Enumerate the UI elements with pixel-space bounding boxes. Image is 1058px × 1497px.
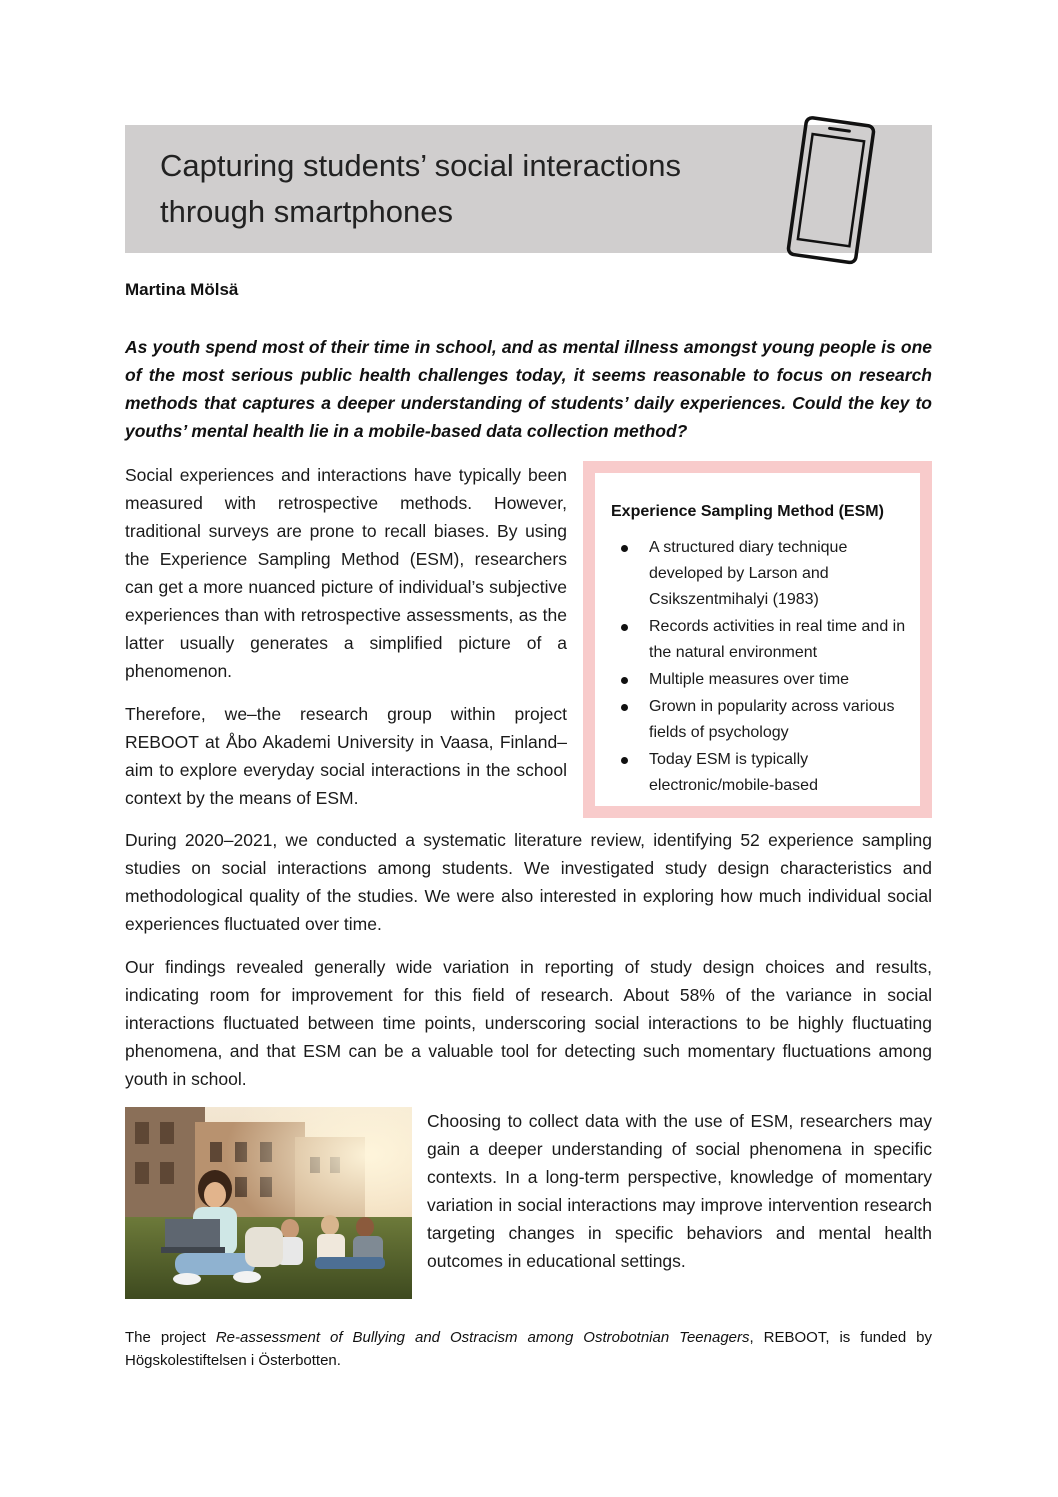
project-name: Re-assessment of Bullying and Ostracism among Ostrobotnian Teenagers [215,1329,750,1346]
list-item: Grown in popularity across various fields of psychology [611,694,917,746]
author-name: Martina Mölsä [125,280,239,299]
body-paragraph-5: Choosing to collect data with the use of ESM, researchers may gain a deeper understanding of social phenomena in specific contexts. In a long-term perspective, knowledge of momentary variation in social interactions may improve intervention research targeting changes in specific behaviors and mental health outcomes in educational settings. [427,1111,932,1271]
list-item: Today ESM is typically electronic/mobile-based [611,747,917,799]
body-paragraph-3: During 2020–2021, we conducted a systematic literature review, identifying 52 experience sampling studies on social interactions among students. We investigated study design characteristics and methodological quality of the studies. We were also interested in exploring how much individual social experiences fluctuated over time. [125,830,932,934]
body-paragraph-2: Therefore, we–the research group within project REBOOT at Åbo Akademi University in Vaasa, Finland–aim to explore everyday social interactions in the school context by the means of ESM. [125,704,567,808]
funding-footnote: The project Re-assessment of Bullying and Ostracism among Ostrobotnian Teenagers, REBOOT, is funded by Högskolestiftelsen i Österbotten. [125,1329,932,1369]
bullet-icon [621,624,628,631]
esm-info-box [583,461,932,818]
list-item: Multiple measures over time [611,667,917,693]
title-banner [125,125,932,253]
bullet-icon [621,677,628,684]
list-item: Records activities in real time and in the natural environment [611,614,917,666]
body-paragraph-4: Our findings revealed generally wide variation in reporting of study design choices and results, indicating room for improvement for this field of research. About 58% of the variance in social interactions fluctuated between time points, underscoring social interactions to be highly fluctuating phenomena, and that ESM can be a valuable tool for detecting such momentary fluctuations among youth in school. [125,957,932,1089]
body-paragraph-1: Social experiences and interactions have typically been measured with retrospective methods. However, traditional surveys are prone to recall biases. By using the Experience Sampling Method (ESM), researchers can get a more nuanced picture of individual’s subjective experiences than with retrospective assessments, as the latter usually generates a simplified picture of a phenomenon. [125,465,567,681]
lead-paragraph: As youth spend most of their time in school, and as mental illness amongst young people is one of the most serious public health challenges today, it seems reasonable to focus on research methods that captures a deeper understanding of students’ daily experiences. Could the key to youths’ mental health lie in a mobile-based data collection method? [125,337,932,441]
list-item: A structured diary technique developed by Larson and Csikszentmihalyi (1983) [611,535,917,613]
esm-box-title: Experience Sampling Method (ESM) [611,503,884,520]
bullet-icon [621,704,628,711]
esm-bullet-list [611,535,917,800]
title-line-2: through smartphones [160,194,453,229]
smartphone-icon [775,113,885,268]
page-title [160,143,760,235]
bullet-icon [621,757,628,764]
bullet-icon [621,545,628,552]
title-line-1: Capturing students’ social interactions [160,148,681,183]
students-photo [125,1107,412,1299]
